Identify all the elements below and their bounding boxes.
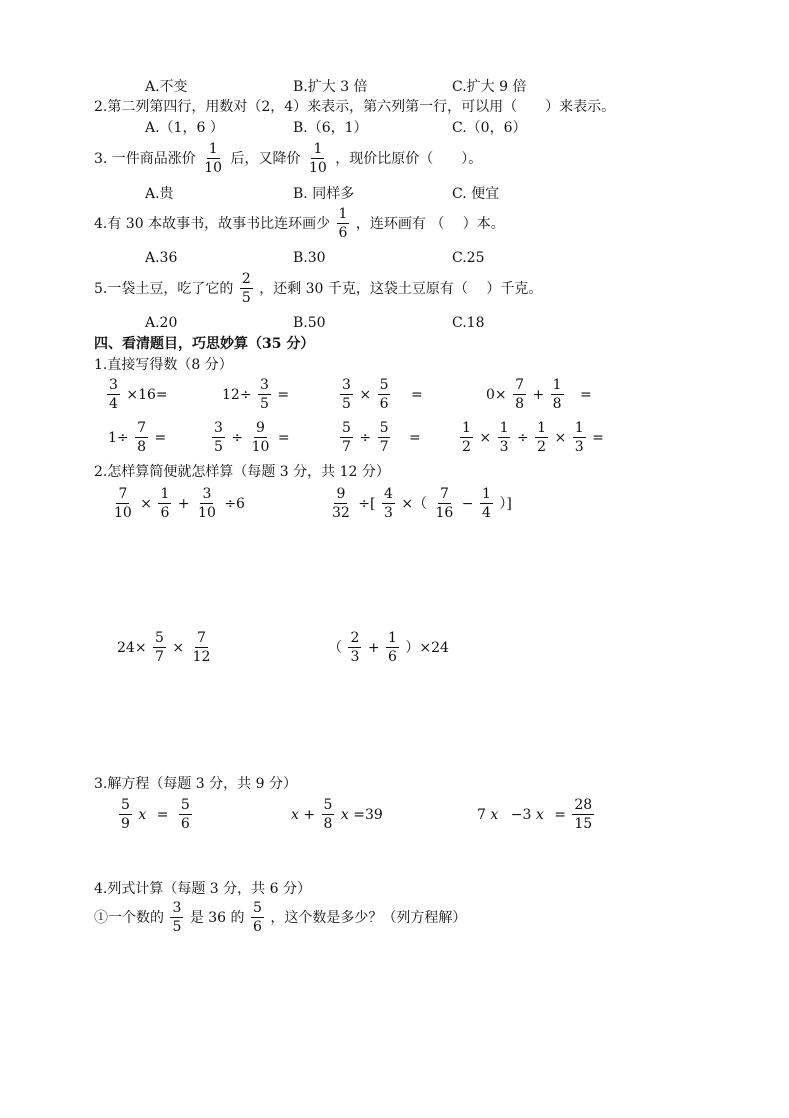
question-2-text: 2.第二列第四行，用数对（2，4）来表示，第六列第一行，可以用（ ）来表示。 (94, 99, 616, 115)
equation: 7 x −3 x = $\frac{28}{15}$ (477, 797, 593, 832)
section-title: 四、看清题目，巧思妙算（35 分） (94, 336, 315, 352)
question-4-text: 4.有 30 本故事书，故事书比连环画少 $\frac{1}{6}$ ，连环画有 （ ）本。 (94, 206, 505, 241)
expression: 24× $\frac{5}{7}$ × $\frac{7}{12}$ (117, 630, 211, 665)
option-a: A.不变 (145, 79, 188, 95)
option-b: B.扩大 3 倍 (293, 79, 368, 95)
expression: $\frac{3}{4}$ ×16= (109, 377, 168, 412)
fraction: $\frac{1}{6}$ (338, 206, 348, 241)
fraction: $\frac{1}{10}$ (309, 141, 327, 176)
expression: 12÷ $\frac{3}{5}$ = (222, 377, 290, 412)
part-2-title: 2.怎样算简便就怎样算（每题 3 分，共 12 分） (94, 464, 390, 480)
option-a: A.贵 (145, 186, 174, 202)
expression: $\frac{5}{7}$ ÷ $\frac{5}{7}$ = (342, 420, 421, 455)
option-b: B.（6，1） (293, 120, 368, 136)
option-c: C. 便宜 (452, 186, 500, 202)
option-b: B. 同样多 (293, 186, 355, 202)
expression: $\frac{9}{32}$ ÷[ $\frac{4}{3}$ ×（ $\frac{7}{16}$ − $\frac{1}{4}$ ）] (332, 486, 512, 521)
expression: $\frac{3}{5}$ ÷ $\frac{9}{10}$ = (214, 420, 290, 455)
expression: 0× $\frac{7}{8}$ + $\frac{1}{8}$ = (486, 377, 592, 412)
option-a: A.20 (145, 315, 178, 331)
equation: $\frac{5}{9}$ x = $\frac{5}{6}$ (121, 797, 190, 832)
option-b: B.30 (293, 250, 326, 266)
expression: （ $\frac{2}{3}$ + $\frac{1}{6}$ ）×24 (328, 630, 449, 665)
question-5-text: 5.一袋土豆，吃了它的 $\frac{2}{5}$ ，还剩 30 千克，这袋土豆原有（ ）千克。 (94, 271, 543, 306)
part-3-title: 3.解方程（每题 3 分，共 9 分） (94, 776, 297, 792)
expression: 1÷ $\frac{7}{8}$ = (108, 420, 167, 455)
expression: $\frac{7}{10}$ × $\frac{1}{6}$ + $\frac{3}{10}$ ÷6 (114, 486, 245, 521)
part-1-title: 1.直接写得数（8 分） (94, 357, 233, 373)
option-b: B.50 (293, 315, 326, 331)
part-4-title: 4.列式计算（每题 3 分，共 6 分） (94, 881, 311, 897)
fraction: $\frac{2}{5}$ (241, 271, 251, 306)
option-c: C.扩大 9 倍 (452, 79, 527, 95)
word-problem: ①一个数的 $\frac{3}{5}$ 是 36 的 $\frac{5}{6}$ ，这个数是多少？（列方程解） (94, 900, 467, 935)
option-c: C.（0，6） (452, 120, 527, 136)
option-c: C.18 (452, 315, 485, 331)
expression: $\frac{3}{5}$ × $\frac{5}{6}$ = (342, 377, 423, 412)
option-a: A.（1，6 ） (145, 120, 224, 136)
fraction: $\frac{1}{10}$ (204, 141, 223, 176)
option-c: C.25 (452, 250, 485, 266)
equation: x + $\frac{5}{8}$ x =39 (291, 797, 383, 832)
question-3-text: 3. 一件商品涨价 $\frac{1}{10}$ 后，又降价 $\frac{1}{10}$ ，现价比原价（ ）。 (94, 141, 483, 176)
expression: $\frac{1}{2}$ × $\frac{1}{3}$ ÷ $\frac{1}{2}$ × $\frac{1}{3}$ = (462, 420, 604, 455)
option-a: A.36 (145, 250, 178, 266)
